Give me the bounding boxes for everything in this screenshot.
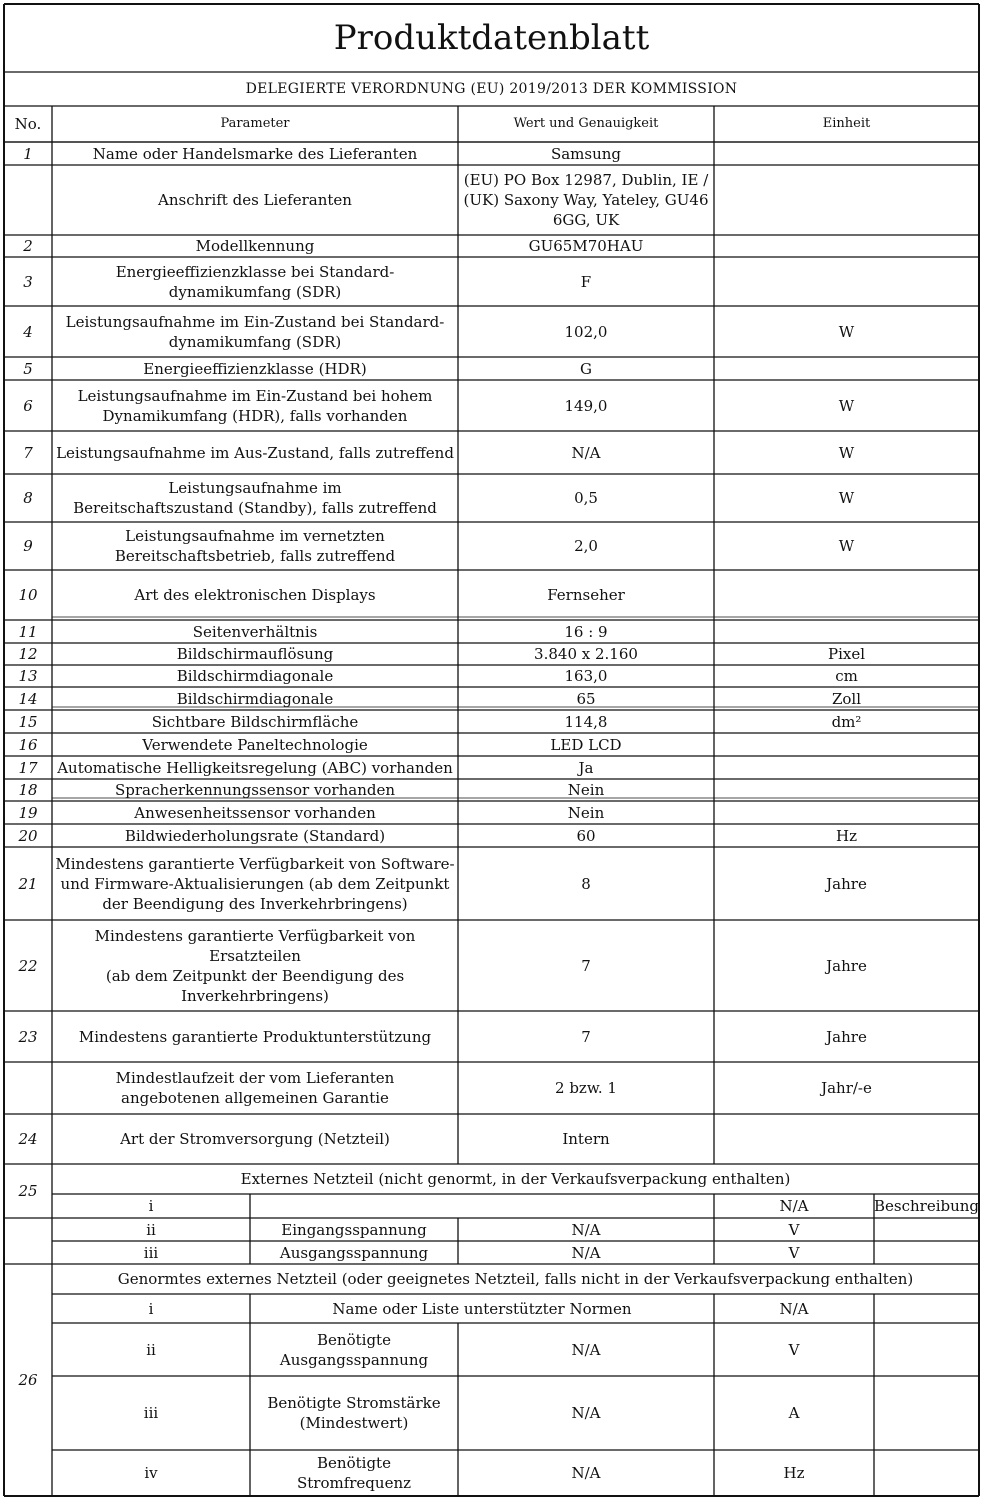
row-number: 20 xyxy=(18,826,38,845)
row-value: Fernseher xyxy=(547,586,625,604)
row-unit: W xyxy=(838,537,855,555)
row-parameter: Verwendete Paneltechnologie xyxy=(142,735,368,754)
row-parameter: Leistungsaufnahme im vernetzten Bereitschaftsbetrieb, falls zutreffend xyxy=(114,527,396,565)
sub-row-label: Ausgangsspannung xyxy=(279,1243,429,1262)
row-value: Nein xyxy=(567,803,605,822)
row-number: 23 xyxy=(18,1027,38,1046)
row-value: 114,8 xyxy=(564,712,608,731)
row-value: LED LCD xyxy=(550,735,622,754)
row-parameter: Bildschirmauflösung xyxy=(176,645,334,663)
sub-row-label: Name oder Liste unterstützter Normen xyxy=(332,1299,632,1318)
row-parameter: Anschrift des Lieferanten xyxy=(158,191,352,209)
section-25-title: Externes Netzteil (nicht genormt, in der Verkaufsverpackung enthalten) xyxy=(240,1170,791,1188)
row-number: 21 xyxy=(18,874,38,893)
row-number: 11 xyxy=(18,622,38,641)
sub-row-index: ii xyxy=(146,1340,156,1359)
sub-row-index: iii xyxy=(143,1243,159,1262)
row-unit: cm xyxy=(835,667,858,685)
row-parameter: Automatische Helligkeitsregelung (ABC) vorhanden xyxy=(57,758,453,777)
row-value: 2 bzw. 1 xyxy=(555,1079,617,1097)
section-25-number: 25 xyxy=(18,1182,38,1200)
row-number: 5 xyxy=(23,359,33,378)
sub-row-value: N/A xyxy=(571,1220,601,1239)
sub-row-unit: Hz xyxy=(783,1464,805,1482)
row-parameter: Energieeffizienzklasse bei Standard- dynamikumfang (SDR) xyxy=(115,262,395,301)
row-unit: Jahre xyxy=(826,1027,867,1046)
row-value: G xyxy=(580,359,592,378)
row-unit: Jahre xyxy=(826,874,867,893)
header-value: Wert und Genauigkeit xyxy=(513,116,659,131)
sub-row-unit: V xyxy=(788,1243,800,1262)
row-parameter: Anwesenheitssensor vorhanden xyxy=(134,803,376,822)
header-no: No. xyxy=(14,115,42,133)
row-value: 7 xyxy=(581,1027,591,1046)
row-unit: Zoll xyxy=(831,689,862,708)
row-number: 10 xyxy=(18,586,38,604)
row-value: Ja xyxy=(578,758,594,777)
row-value: (EU) PO Box 12987, Dublin, IE / (UK) Saxony Way, Yateley, GU46 6GG, UK xyxy=(463,171,709,229)
row-number: 15 xyxy=(18,712,38,731)
row-value: Nein xyxy=(567,781,605,799)
row-value: 0,5 xyxy=(574,489,598,507)
row-value: 149,0 xyxy=(564,396,608,415)
row-number: 13 xyxy=(18,667,38,685)
row-parameter: Leistungsaufnahme im Ein-Zustand bei Standard- dynamikumfang (SDR) xyxy=(65,312,445,351)
row-number: 18 xyxy=(18,781,38,799)
row-unit: W xyxy=(838,489,855,507)
row-parameter: Modellkennung xyxy=(195,237,315,255)
row-parameter: Bildschirmdiagonale xyxy=(176,667,334,685)
row-number: 3 xyxy=(23,272,33,291)
sub-row-unit: A xyxy=(788,1404,800,1422)
row-value: 60 xyxy=(576,826,596,845)
row-number: 2 xyxy=(23,237,33,255)
sub-row-extra: Beschreibung xyxy=(874,1197,979,1215)
sub-row-index: i xyxy=(148,1197,154,1215)
row-parameter: Leistungsaufnahme im Ein-Zustand bei hohem Dynamikumfang (HDR), falls vorhanden xyxy=(77,386,433,425)
page-title: Produktdatenblatt xyxy=(333,18,650,58)
sub-row-index: iv xyxy=(144,1464,158,1482)
row-number: 22 xyxy=(18,956,38,975)
row-value: 3.840 x 2.160 xyxy=(534,645,638,663)
row-value: 16 : 9 xyxy=(564,622,608,641)
row-number: 24 xyxy=(18,1130,38,1148)
row-unit: Jahre xyxy=(826,956,867,975)
sub-row-unit: N/A xyxy=(779,1197,809,1215)
section-26-number: 26 xyxy=(18,1371,38,1389)
sub-row-index: ii xyxy=(146,1220,156,1239)
sub-row-index: iii xyxy=(143,1404,159,1422)
sub-row-label: Benötigte Stromstärke (Mindestwert) xyxy=(267,1394,441,1432)
sub-row-value: N/A xyxy=(571,1464,601,1482)
row-parameter: Name oder Handelsmarke des Lieferanten xyxy=(92,144,418,163)
row-parameter: Spracherkennungssensor vorhanden xyxy=(115,781,395,799)
sub-row-index: i xyxy=(148,1299,154,1318)
sub-row-value: N/A xyxy=(571,1243,601,1262)
row-unit: W xyxy=(838,396,855,415)
row-parameter: Leistungsaufnahme im Aus-Zustand, falls zutreffend xyxy=(56,443,454,462)
row-number: 16 xyxy=(18,735,38,754)
row-value: 8 xyxy=(581,874,591,893)
sub-row-label: Benötigte Ausgangsspannung xyxy=(279,1330,429,1369)
row-number: 7 xyxy=(23,443,33,462)
regulation-subtitle: DELEGIERTE VERORDNUNG (EU) 2019/2013 DER KOMMISSION xyxy=(245,81,738,97)
row-parameter: Mindestens garantierte Produktunterstützung xyxy=(78,1027,432,1046)
row-unit: Hz xyxy=(836,826,857,845)
row-unit: W xyxy=(838,443,855,462)
sub-row-label: Eingangsspannung xyxy=(281,1220,427,1239)
row-value: 7 xyxy=(581,956,591,975)
sub-row-unit: V xyxy=(788,1220,800,1239)
row-value: 163,0 xyxy=(564,667,608,685)
sub-row-value: N/A xyxy=(571,1404,601,1422)
row-parameter: Leistungsaufnahme im Bereitschaftszustand (Standby), falls zutreffend xyxy=(73,479,437,517)
row-unit: dm² xyxy=(831,712,862,731)
sub-row-value: N/A xyxy=(571,1340,601,1359)
sub-row-unit: V xyxy=(788,1340,800,1359)
row-value: 102,0 xyxy=(564,322,608,341)
row-value: GU65M70HAU xyxy=(528,237,644,255)
row-number: 6 xyxy=(23,396,33,415)
row-parameter: Mindestlaufzeit der vom Lieferanten angebotenen allgemeinen Garantie xyxy=(115,1069,395,1107)
row-number: 12 xyxy=(18,645,38,663)
row-value: F xyxy=(580,272,592,291)
row-unit: W xyxy=(838,322,855,341)
row-parameter: Seitenverhältnis xyxy=(192,622,318,641)
row-number: 8 xyxy=(23,489,33,507)
row-value: 65 xyxy=(576,689,596,708)
row-value: Intern xyxy=(562,1130,610,1148)
row-value: 2,0 xyxy=(574,537,598,555)
row-parameter: Art des elektronischen Displays xyxy=(134,586,376,604)
sub-row-label: Benötigte Stromfrequenz xyxy=(296,1454,412,1492)
row-parameter: Art der Stromversorgung (Netzteil) xyxy=(120,1130,390,1148)
row-number: 17 xyxy=(18,758,38,777)
row-parameter: Bildschirmdiagonale xyxy=(176,689,334,708)
row-unit: Jahr/-e xyxy=(821,1079,872,1097)
row-parameter: Mindestens garantierte Verfügbarkeit von Ersatzteilen (ab dem Zeitpunkt der Beendigung des Inverkehrbringens) xyxy=(94,926,416,1005)
header-parameter: Parameter xyxy=(220,116,290,131)
row-value: N/A xyxy=(571,443,601,462)
row-number: 9 xyxy=(23,537,33,555)
row-value: Samsung xyxy=(550,144,622,163)
section-26-title: Genormtes externes Netzteil (oder geeignetes Netzteil, falls nicht in der Verkaufsverpackung enthalten) xyxy=(117,1270,914,1288)
row-parameter: Energieeffizienzklasse (HDR) xyxy=(143,359,367,378)
row-number: 19 xyxy=(18,803,38,822)
row-parameter: Sichtbare Bildschirmfläche xyxy=(151,712,359,731)
row-parameter: Bildwiederholungsrate (Standard) xyxy=(124,826,386,845)
row-parameter: Mindestens garantierte Verfügbarkeit von Software- und Firmware-Aktualisierungen (ab dem Zeitpunkt der Beendigung des Inverkehrbringens) xyxy=(55,854,455,913)
header-unit: Einheit xyxy=(822,116,871,131)
row-number: 1 xyxy=(23,144,33,163)
row-unit: Pixel xyxy=(827,645,866,663)
row-number: 14 xyxy=(18,689,38,708)
row-number: 4 xyxy=(23,322,33,341)
sub-row-unit: N/A xyxy=(779,1299,809,1318)
